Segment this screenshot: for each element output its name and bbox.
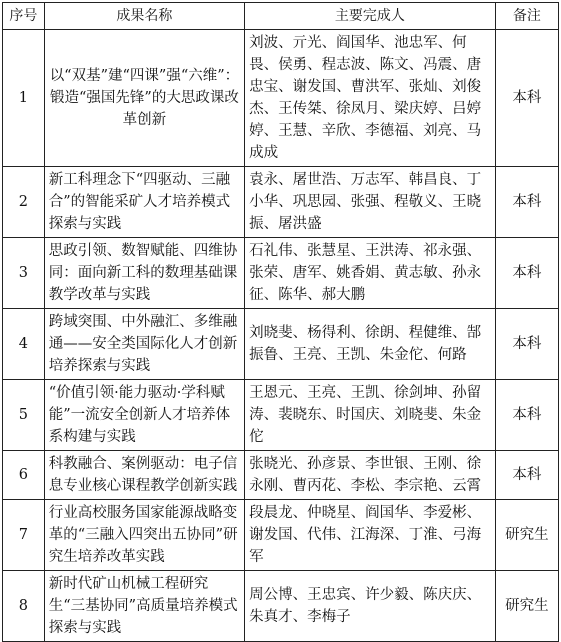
row-name: “价值引领·能力驱动·学科赋能”一流安全创新人才培养体系构建与实践 (44, 380, 244, 451)
header-name: 成果名称 (44, 3, 244, 30)
row-name: 科教融合、案例驱动：电子信息专业核心课程教学创新实践 (44, 451, 244, 500)
row-note: 本科 (495, 451, 558, 500)
row-note: 本科 (495, 167, 558, 238)
row-name: 行业高校服务国家能源战略变革的“三融入四突出五协同”研究生培养改革实践 (44, 500, 244, 571)
row-name: 新工科理念下“四驱动、三融合”的智能采矿人才培养模式探索与实践 (44, 167, 244, 238)
row-no: 7 (3, 500, 45, 571)
achievements-table (2, 2, 559, 642)
table-header-row (3, 3, 559, 30)
table-row (3, 451, 559, 500)
table-row (3, 309, 559, 380)
row-no: 5 (3, 380, 45, 451)
row-no: 2 (3, 167, 45, 238)
row-people: 袁永、屠世浩、万志军、韩昌良、丁小华、巩思园、张强、程敬义、王晓振、屠洪盛 (245, 167, 496, 238)
row-no: 3 (3, 238, 45, 309)
row-name: 新时代矿山机械工程研究生“三基协同”高质量培养模式探索与实践 (44, 571, 244, 642)
table-row (3, 238, 559, 309)
row-people: 王恩元、王亮、王凯、徐剑坤、孙留涛、裴晓东、时国庆、刘晓斐、朱金佗 (245, 380, 496, 451)
row-people: 刘波、亓光、阎国华、池忠军、何畏、侯勇、程志波、陈文、冯震、唐忠宝、谢发国、曹洪军、张灿、刘俊杰、王传桀、徐凤月、梁庆婷、吕婷婷、王慧、辛欣、李德福、刘亮、马成成 (245, 30, 496, 167)
row-name: 思政引领、数智赋能、四维协同：面向新工科的数理基础课教学改革与实践 (44, 238, 244, 309)
row-note: 研究生 (495, 571, 558, 642)
row-people: 段晨龙、仲晓星、阎国华、李爱彬、谢发国、代伟、江海深、丁淮、弓海军 (245, 500, 496, 571)
row-people: 石礼伟、张慧星、王洪涛、祁永强、张荣、唐军、姚香娟、黄志敏、孙永征、陈华、郝大鹏 (245, 238, 496, 309)
header-note: 备注 (495, 3, 558, 30)
row-note: 本科 (495, 238, 558, 309)
achievements-table-wrapper (2, 2, 559, 642)
row-note: 本科 (495, 380, 558, 451)
table-row (3, 30, 559, 167)
row-note: 研究生 (495, 500, 558, 571)
row-people: 周公博、王忠宾、许少毅、陈庆庆、朱真才、李梅子 (245, 571, 496, 642)
table-row (3, 571, 559, 642)
row-name: 跨域突围、中外融汇、多维融通——安全类国际化人才创新培养探索与实践 (44, 309, 244, 380)
row-no: 8 (3, 571, 45, 642)
row-no: 1 (3, 30, 45, 167)
row-people: 张晓光、孙彦景、李世银、王刚、徐永刚、曹丙花、李松、李宗艳、云霄 (245, 451, 496, 500)
row-note: 本科 (495, 309, 558, 380)
table-row (3, 167, 559, 238)
table-row (3, 380, 559, 451)
table-row (3, 500, 559, 571)
row-note: 本科 (495, 30, 558, 167)
row-name: 以“双基”建“四课”强“六维”：锻造“强国先锋”的大思政课改革创新 (44, 30, 244, 167)
row-people: 刘晓斐、杨得利、徐朗、程健维、郜振鲁、王亮、王凯、朱金佗、何路 (245, 309, 496, 380)
row-no: 4 (3, 309, 45, 380)
header-people: 主要完成人 (245, 3, 496, 30)
row-no: 6 (3, 451, 45, 500)
header-no: 序号 (3, 3, 45, 30)
